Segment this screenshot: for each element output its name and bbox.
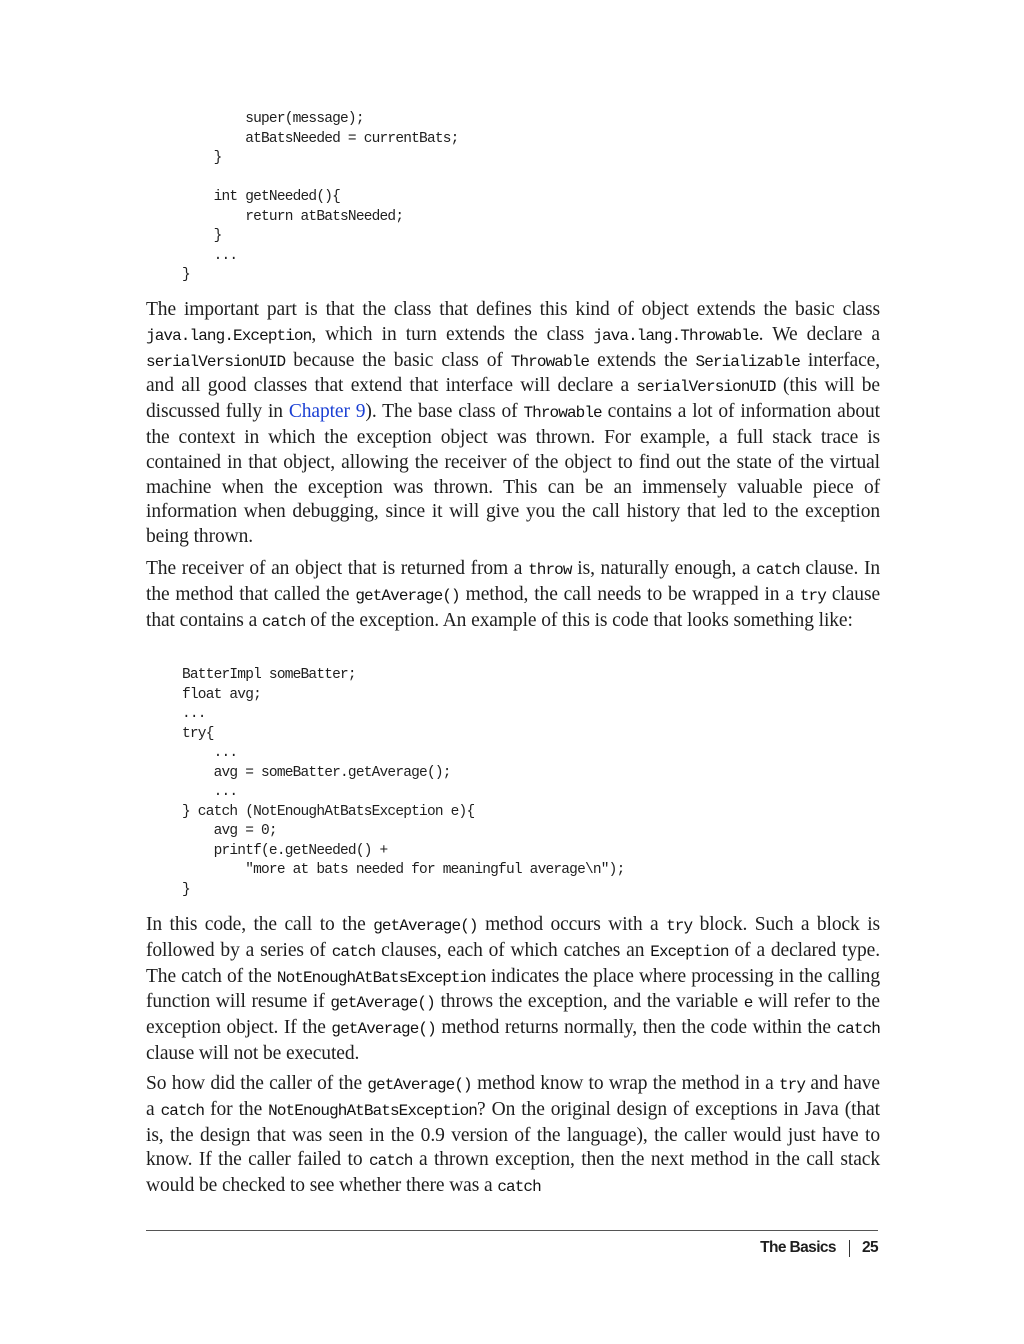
paragraph-receiver-catch: The receiver of an object that is returned from a throw is, naturally enough, a catch clause. In the method that called the getAverage() method, the call needs to be wrapped in a try clause that contains a catch of the exception. An example of this is code that looks something like:	[146, 558, 881, 631]
footer-separator	[849, 1240, 850, 1257]
footer-divider	[146, 1230, 878, 1231]
code-block-try-catch-example: BatterImpl someBatter; float avg; ... try{ ... avg = someBatter.getAverage(); ... } catch (NotEnoughAtBatsException e){ avg = 0; printf(e.getNeeded() + "more at bats needed for meaningful average\n"); }	[182, 667, 625, 899]
paragraph-try-block-explanation: In this code, the call to the getAverage() method occurs with a try block. Such a block is followed by a series of catch clauses, each of which catches an Exception of a declared type. The catch of the NotEnoughAtBatsException indicates the place where processing in the calling function will resume if getAverage() throws the exception, and the variable e will refer to the exception object. If the getAverage() method returns normally, then the code within the catch clause will not be executed.	[146, 914, 880, 1064]
footer-section-title: The Basics	[760, 1239, 836, 1256]
paragraph-exception-explanation: The important part is that the class that defines this kind of object extends the basic class java.lang.Exception, which in turn extends the class java.lang.Throwable. We declare a serialVersionUID because the basic class of Throwable extends the Serializable interface, and all good classes that extend that interface will declare a serialVersionUID (this will be discussed fully in Chapter 9). The base class of Throwable contains a lot of information about the context in which the exception object was thrown. For example, a full stack trace is contained in that object, allowing the receiver of the object to find out the state of the virtual machine when the exception was thrown. This can be an immensely valuable piece of information when debugging, since it will give you the call history that led to the exception being thrown.	[146, 299, 881, 548]
page-footer	[760, 1239, 878, 1257]
chapter-9-link[interactable]: Chapter 9	[288, 401, 366, 423]
paragraph-caller-knowledge: So how did the caller of the getAverage() method know to wrap the method in a try and have a catch for the NotEnoughAtBatsException? On the original design of exceptions in Java (that is, the design that was seen in the 0.9 version of the language), the caller would just have to know. If the caller failed to catch a thrown exception, then the next method in the call stack would be checked to see whether there was a catch	[146, 1073, 880, 1197]
code-block-exception-class: super(message); atBatsNeeded = currentBats; } int getNeeded(){ return atBatsNeeded; } ... }	[182, 111, 459, 284]
page-number: 25	[861, 1239, 878, 1256]
